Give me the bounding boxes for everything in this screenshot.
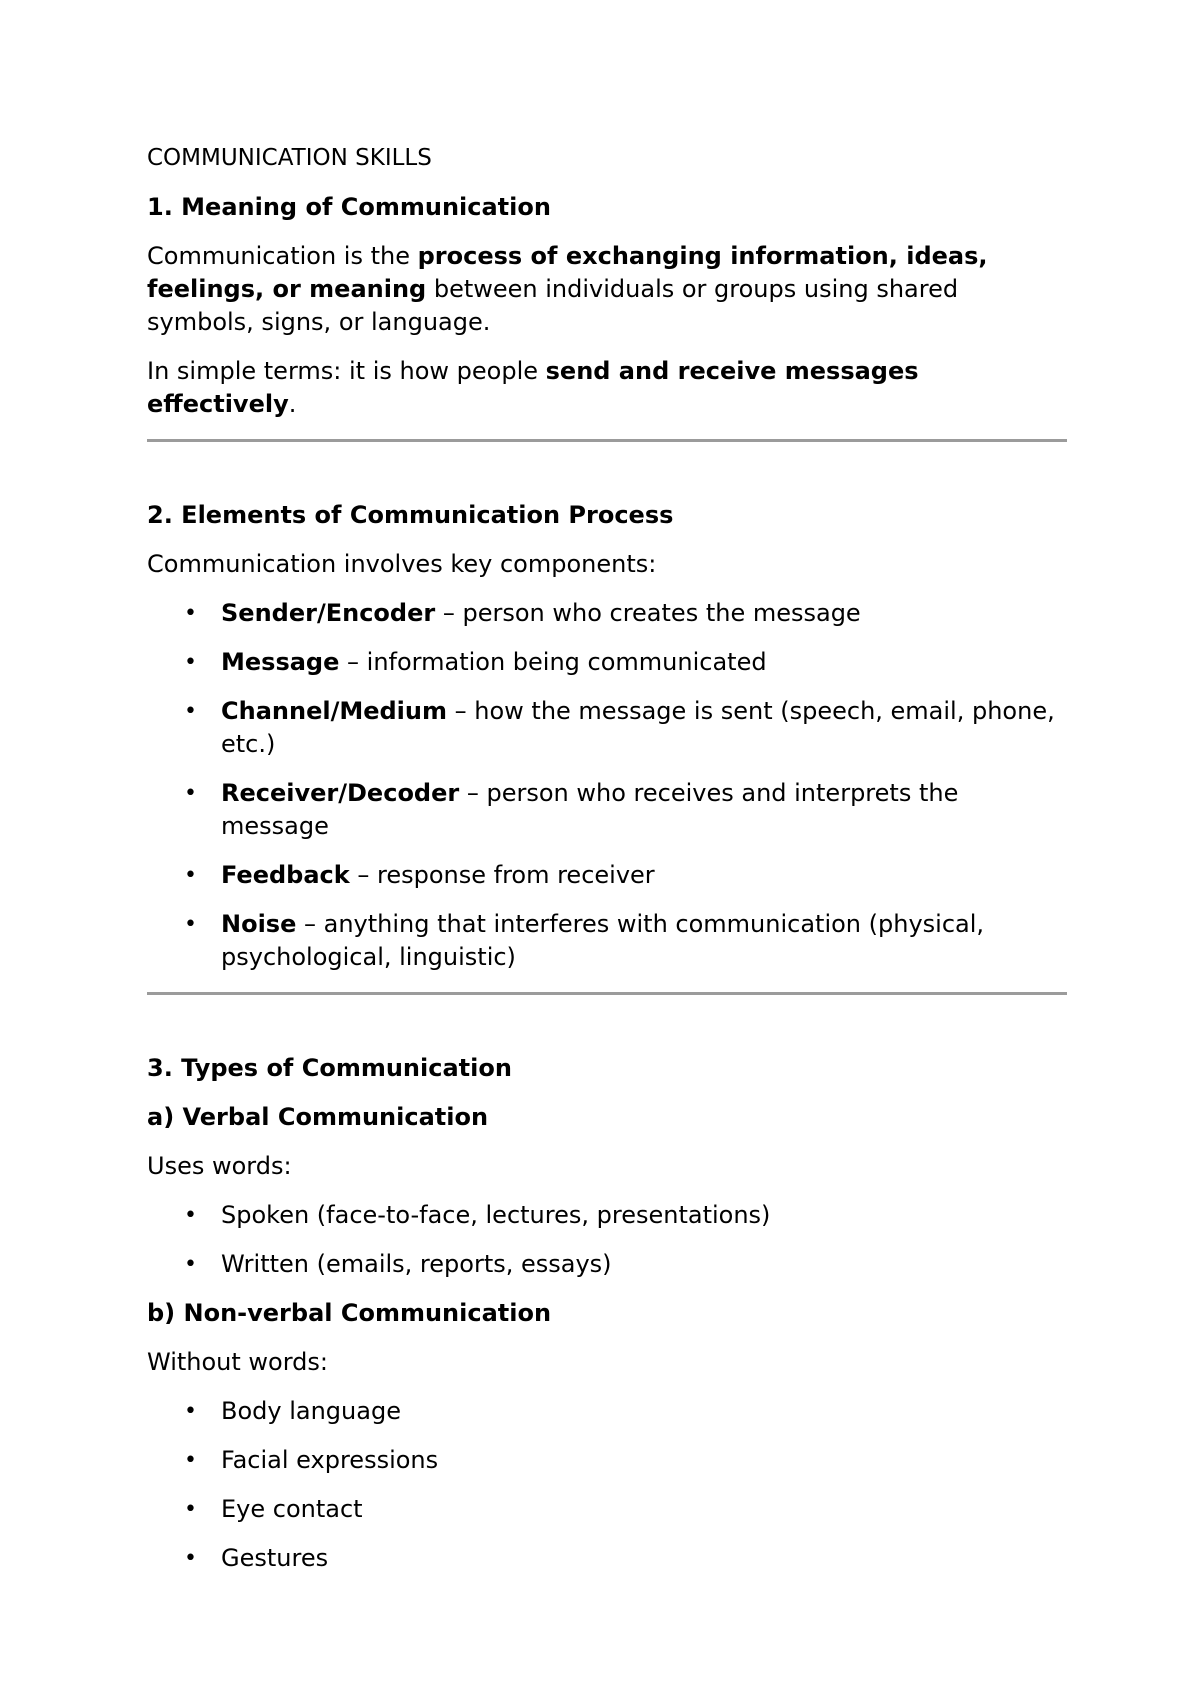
list-item-text: Body language xyxy=(221,1397,401,1425)
verbal-list xyxy=(147,1199,1067,1281)
list-item-description: – person who creates the message xyxy=(435,599,861,627)
list-item xyxy=(147,695,1067,761)
list-item xyxy=(147,908,1067,974)
list-item-term: Sender/Encoder xyxy=(221,599,436,627)
section-1-paragraph-2 xyxy=(147,355,1067,421)
verbal-subheading: a) Verbal Communication xyxy=(147,1103,489,1131)
list-item-term: Channel/Medium xyxy=(221,697,447,725)
list-item-text: Gestures xyxy=(221,1544,329,1572)
list-item-text: Written (emails, reports, essays) xyxy=(221,1250,612,1278)
section-2-intro: Communication involves key components: xyxy=(147,550,657,578)
list-item-term: Noise xyxy=(221,910,297,938)
horizontal-divider xyxy=(147,992,1067,995)
bullet-icon: • xyxy=(184,1399,197,1424)
list-item-term: Message xyxy=(221,648,340,676)
list-item-text: Facial expressions xyxy=(221,1446,439,1474)
paragraph-text: between individuals or groups using shared symbols, signs, or language. xyxy=(147,275,959,336)
list-item xyxy=(147,859,1067,892)
list-item xyxy=(147,1493,1067,1526)
list-item xyxy=(147,1444,1067,1477)
document-title: COMMUNICATION SKILLS xyxy=(147,145,432,171)
list-item-description: – response from receiver xyxy=(349,861,655,889)
section-3-heading: 3. Types of Communication xyxy=(147,1054,512,1082)
list-item xyxy=(147,1199,1067,1232)
bullet-icon: • xyxy=(184,1546,197,1571)
list-item xyxy=(147,597,1067,630)
section-1-paragraph-1 xyxy=(147,240,1067,339)
bullet-icon: • xyxy=(184,601,197,626)
paragraph-text: Communication is the xyxy=(147,242,418,270)
list-item-term: Feedback xyxy=(221,861,350,889)
list-item-description: – person who receives and interprets the message xyxy=(221,779,959,840)
nonverbal-list xyxy=(147,1395,1067,1575)
list-item-text: Spoken (face-to-face, lectures, presentations) xyxy=(221,1201,771,1229)
bullet-icon: • xyxy=(184,1497,197,1522)
bullet-icon: • xyxy=(184,650,197,675)
list-item-description: – information being communicated xyxy=(339,648,767,676)
list-item xyxy=(147,1542,1067,1575)
paragraph-bold-text: send and receive messages effectively xyxy=(147,357,919,418)
list-item-description: – anything that interferes with communication (physical, psychological, linguistic) xyxy=(221,910,985,971)
list-item xyxy=(147,1248,1067,1281)
paragraph-text: In simple terms: it is how people xyxy=(147,357,546,385)
section-1-heading: 1. Meaning of Communication xyxy=(147,193,551,221)
nonverbal-intro: Without words: xyxy=(147,1348,329,1376)
bullet-icon: • xyxy=(184,1203,197,1228)
document-page xyxy=(147,142,1067,1575)
verbal-intro: Uses words: xyxy=(147,1152,292,1180)
bullet-icon: • xyxy=(184,1252,197,1277)
section-2-heading: 2. Elements of Communication Process xyxy=(147,501,674,529)
paragraph-bold-text: process of exchanging information, ideas, feelings, or meaning xyxy=(147,242,988,303)
list-item xyxy=(147,646,1067,679)
bullet-icon: • xyxy=(184,699,197,724)
elements-list xyxy=(147,597,1067,974)
horizontal-divider xyxy=(147,439,1067,442)
list-item-term: Receiver/Decoder xyxy=(221,779,460,807)
bullet-icon: • xyxy=(184,1448,197,1473)
list-item-description: – how the message is sent (speech, email, phone, etc.) xyxy=(221,697,1055,758)
nonverbal-subheading: b) Non-verbal Communication xyxy=(147,1299,552,1327)
paragraph-text: . xyxy=(288,390,297,418)
bullet-icon: • xyxy=(184,912,197,937)
list-item xyxy=(147,1395,1067,1428)
bullet-icon: • xyxy=(184,781,197,806)
list-item xyxy=(147,777,1067,843)
bullet-icon: • xyxy=(184,863,197,888)
list-item-text: Eye contact xyxy=(221,1495,363,1523)
